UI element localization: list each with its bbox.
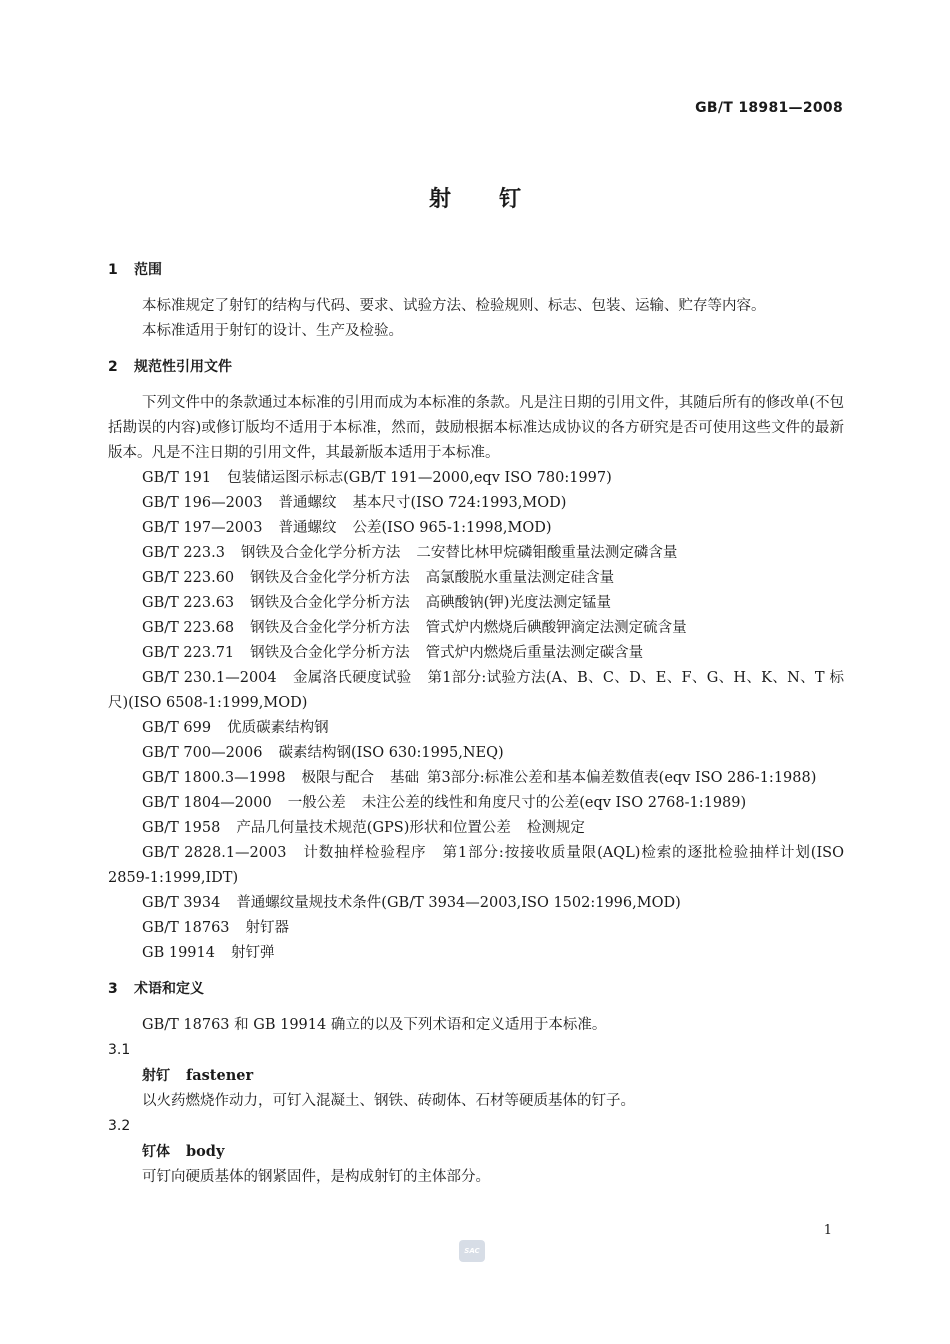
reference-item xyxy=(108,591,844,616)
reference-list xyxy=(108,466,844,966)
reference-item xyxy=(108,516,844,541)
section-heading-terms xyxy=(108,977,844,1002)
term-english: body xyxy=(186,1143,225,1160)
reference-item xyxy=(108,766,844,791)
scope-paragraph: 本标准规定了射钉的结构与代码、要求、试验方法、检验规则、标志、包装、运输、贮存等内容。 xyxy=(142,298,766,314)
reference-title: 钢铁及合金化学分析方法 xyxy=(250,645,410,661)
reference-code: GB/T 1804—2000 xyxy=(142,795,272,811)
term-chinese: 钉体 xyxy=(142,1144,170,1160)
scope-paragraph: 本标准适用于射钉的设计、生产及检验。 xyxy=(142,323,403,339)
reference-item xyxy=(108,666,844,716)
section-title: 范围 xyxy=(134,262,162,278)
term-name xyxy=(108,1063,844,1089)
section-heading-normative-references xyxy=(108,355,844,380)
reference-title: 基本尺寸(ISO 724:1993,MOD) xyxy=(352,495,567,511)
reference-code: GB/T 196—2003 xyxy=(142,495,263,511)
reference-title: 极限与配合 xyxy=(301,770,375,786)
reference-item xyxy=(108,941,844,966)
reference-title: 金属洛氏硬度试验 xyxy=(292,670,412,686)
reference-code: GB/T 191 xyxy=(142,470,212,486)
reference-item xyxy=(108,466,844,491)
term-chinese: 射钉 xyxy=(142,1068,170,1084)
reference-title: 普通螺纹量规技术条件(GB/T 3934—2003,ISO 1502:1996,MOD) xyxy=(236,895,681,911)
references-intro: 下列文件中的条款通过本标准的引用而成为本标准的条款。凡是注日期的引用文件，其随后所有的修改单(不包括勘误的内容)或修订版均不适用于本标准，然而，鼓励根据本标准达成协议的各方研究是否可使用这些文件的最新版本。凡是不注日期的引用文件，其最新版本适用于本标准。 xyxy=(108,395,844,461)
reference-title: 公差(ISO 965-1:1998,MOD) xyxy=(352,520,552,536)
reference-item xyxy=(108,491,844,516)
reference-title: 优质碳素结构钢 xyxy=(227,720,329,736)
reference-title: 第3部分:标准公差和基本偏差数值表(eqv ISO 286-1:1988) xyxy=(427,770,817,786)
reference-code: GB/T 230.1—2004 xyxy=(142,670,277,686)
reference-code: GB/T 197—2003 xyxy=(142,520,263,536)
term-definition: 以火药燃烧作动力，可钉入混凝土、钢铁、砖砌体、石材等硬质基体的钉子。 xyxy=(142,1093,635,1109)
reference-code: GB/T 2828.1—2003 xyxy=(142,845,287,861)
reference-title: 射钉弹 xyxy=(230,945,275,961)
reference-code: GB/T 3934 xyxy=(142,895,221,911)
section-number: 1 xyxy=(108,262,118,278)
reference-code: GB/T 223.71 xyxy=(142,645,235,661)
reference-title: 钢铁及合金化学分析方法 xyxy=(240,545,401,561)
reference-title: 基础 xyxy=(390,770,420,786)
reference-title: 碳素结构钢(ISO 630:1995,NEQ) xyxy=(278,745,504,761)
reference-code: GB/T 700—2006 xyxy=(142,745,263,761)
reference-title: 包装储运图示标志(GB/T 191—2000,eqv ISO 780:1997) xyxy=(227,470,612,486)
reference-title: 普通螺纹 xyxy=(278,520,337,536)
reference-code: GB 19914 xyxy=(142,945,215,961)
section-number: 2 xyxy=(108,359,118,375)
reference-item xyxy=(108,741,844,766)
term-english: fastener xyxy=(186,1067,254,1084)
reference-title: 二安替比林甲烷磷钼酸重量法测定磷含量 xyxy=(416,545,678,561)
reference-title: 管式炉内燃烧后碘酸钾滴定法测定硫含量 xyxy=(425,620,687,636)
reference-code: GB/T 223.60 xyxy=(142,570,235,586)
reference-title: 普通螺纹 xyxy=(278,495,337,511)
reference-code: GB/T 223.68 xyxy=(142,620,235,636)
reference-title: 一般公差 xyxy=(287,795,346,811)
section-title: 术语和定义 xyxy=(134,981,204,997)
term-name xyxy=(108,1139,844,1165)
reference-title: 检测规定 xyxy=(526,820,585,836)
sac-logo: SAC xyxy=(459,1240,485,1262)
reference-code: GB/T 18763 xyxy=(142,920,230,936)
reference-title: 高碘酸钠(钾)光度法测定锰量 xyxy=(425,595,611,611)
reference-title: 第1部分:试验方法(A、B、C、D、E、F、G、H、K、N、T 标尺)(ISO 6508-1:1999,MOD) xyxy=(108,670,845,711)
reference-code: GB/T 223.3 xyxy=(142,545,225,561)
section-title: 规范性引用文件 xyxy=(134,359,232,375)
reference-item xyxy=(108,541,844,566)
term-number: 3.2 xyxy=(108,1118,131,1134)
document-title: 射钉 xyxy=(428,187,569,212)
reference-item xyxy=(108,841,844,891)
terms-intro: GB/T 18763 和 GB 19914 确立的以及下列术语和定义适用于本标准。 xyxy=(142,1017,607,1033)
reference-title: 计数抽样检验程序 xyxy=(302,845,427,861)
reference-title: 第1部分:按接收质量限(AQL)检索的逐批检验抽样计划(ISO 2859-1:1999,IDT) xyxy=(108,845,844,886)
reference-title: 射钉器 xyxy=(245,920,290,936)
reference-item xyxy=(108,716,844,741)
reference-code: GB/T 699 xyxy=(142,720,212,736)
document-body xyxy=(108,258,844,1190)
reference-title: 未注公差的线性和角度尺寸的公差(eqv ISO 2768-1:1989) xyxy=(361,795,747,811)
reference-item xyxy=(108,916,844,941)
reference-item xyxy=(108,616,844,641)
reference-title: 钢铁及合金化学分析方法 xyxy=(250,570,410,586)
reference-title: 产品几何量技术规范(GPS)形状和位置公差 xyxy=(236,820,511,836)
reference-title: 高氯酸脱水重量法测定硅含量 xyxy=(425,570,615,586)
section-heading-scope xyxy=(108,258,844,283)
reference-title: 钢铁及合金化学分析方法 xyxy=(250,595,410,611)
reference-title: 钢铁及合金化学分析方法 xyxy=(250,620,410,636)
standard-code: GB/T 18981—2008 xyxy=(695,100,843,116)
reference-item xyxy=(108,641,844,666)
reference-code: GB/T 1800.3—1998 xyxy=(142,770,286,786)
section-number: 3 xyxy=(108,981,118,997)
term-definition: 可钉向硬质基体的钢紧固件，是构成射钉的主体部分。 xyxy=(142,1169,490,1185)
reference-item xyxy=(108,816,844,841)
reference-item xyxy=(108,791,844,816)
reference-item xyxy=(108,566,844,591)
reference-code: GB/T 223.63 xyxy=(142,595,235,611)
page-number: 1 xyxy=(823,1223,832,1238)
reference-title: 管式炉内燃烧后重量法测定碳含量 xyxy=(425,645,644,661)
reference-item xyxy=(108,891,844,916)
reference-code: GB/T 1958 xyxy=(142,820,221,836)
term-number: 3.1 xyxy=(108,1042,131,1058)
